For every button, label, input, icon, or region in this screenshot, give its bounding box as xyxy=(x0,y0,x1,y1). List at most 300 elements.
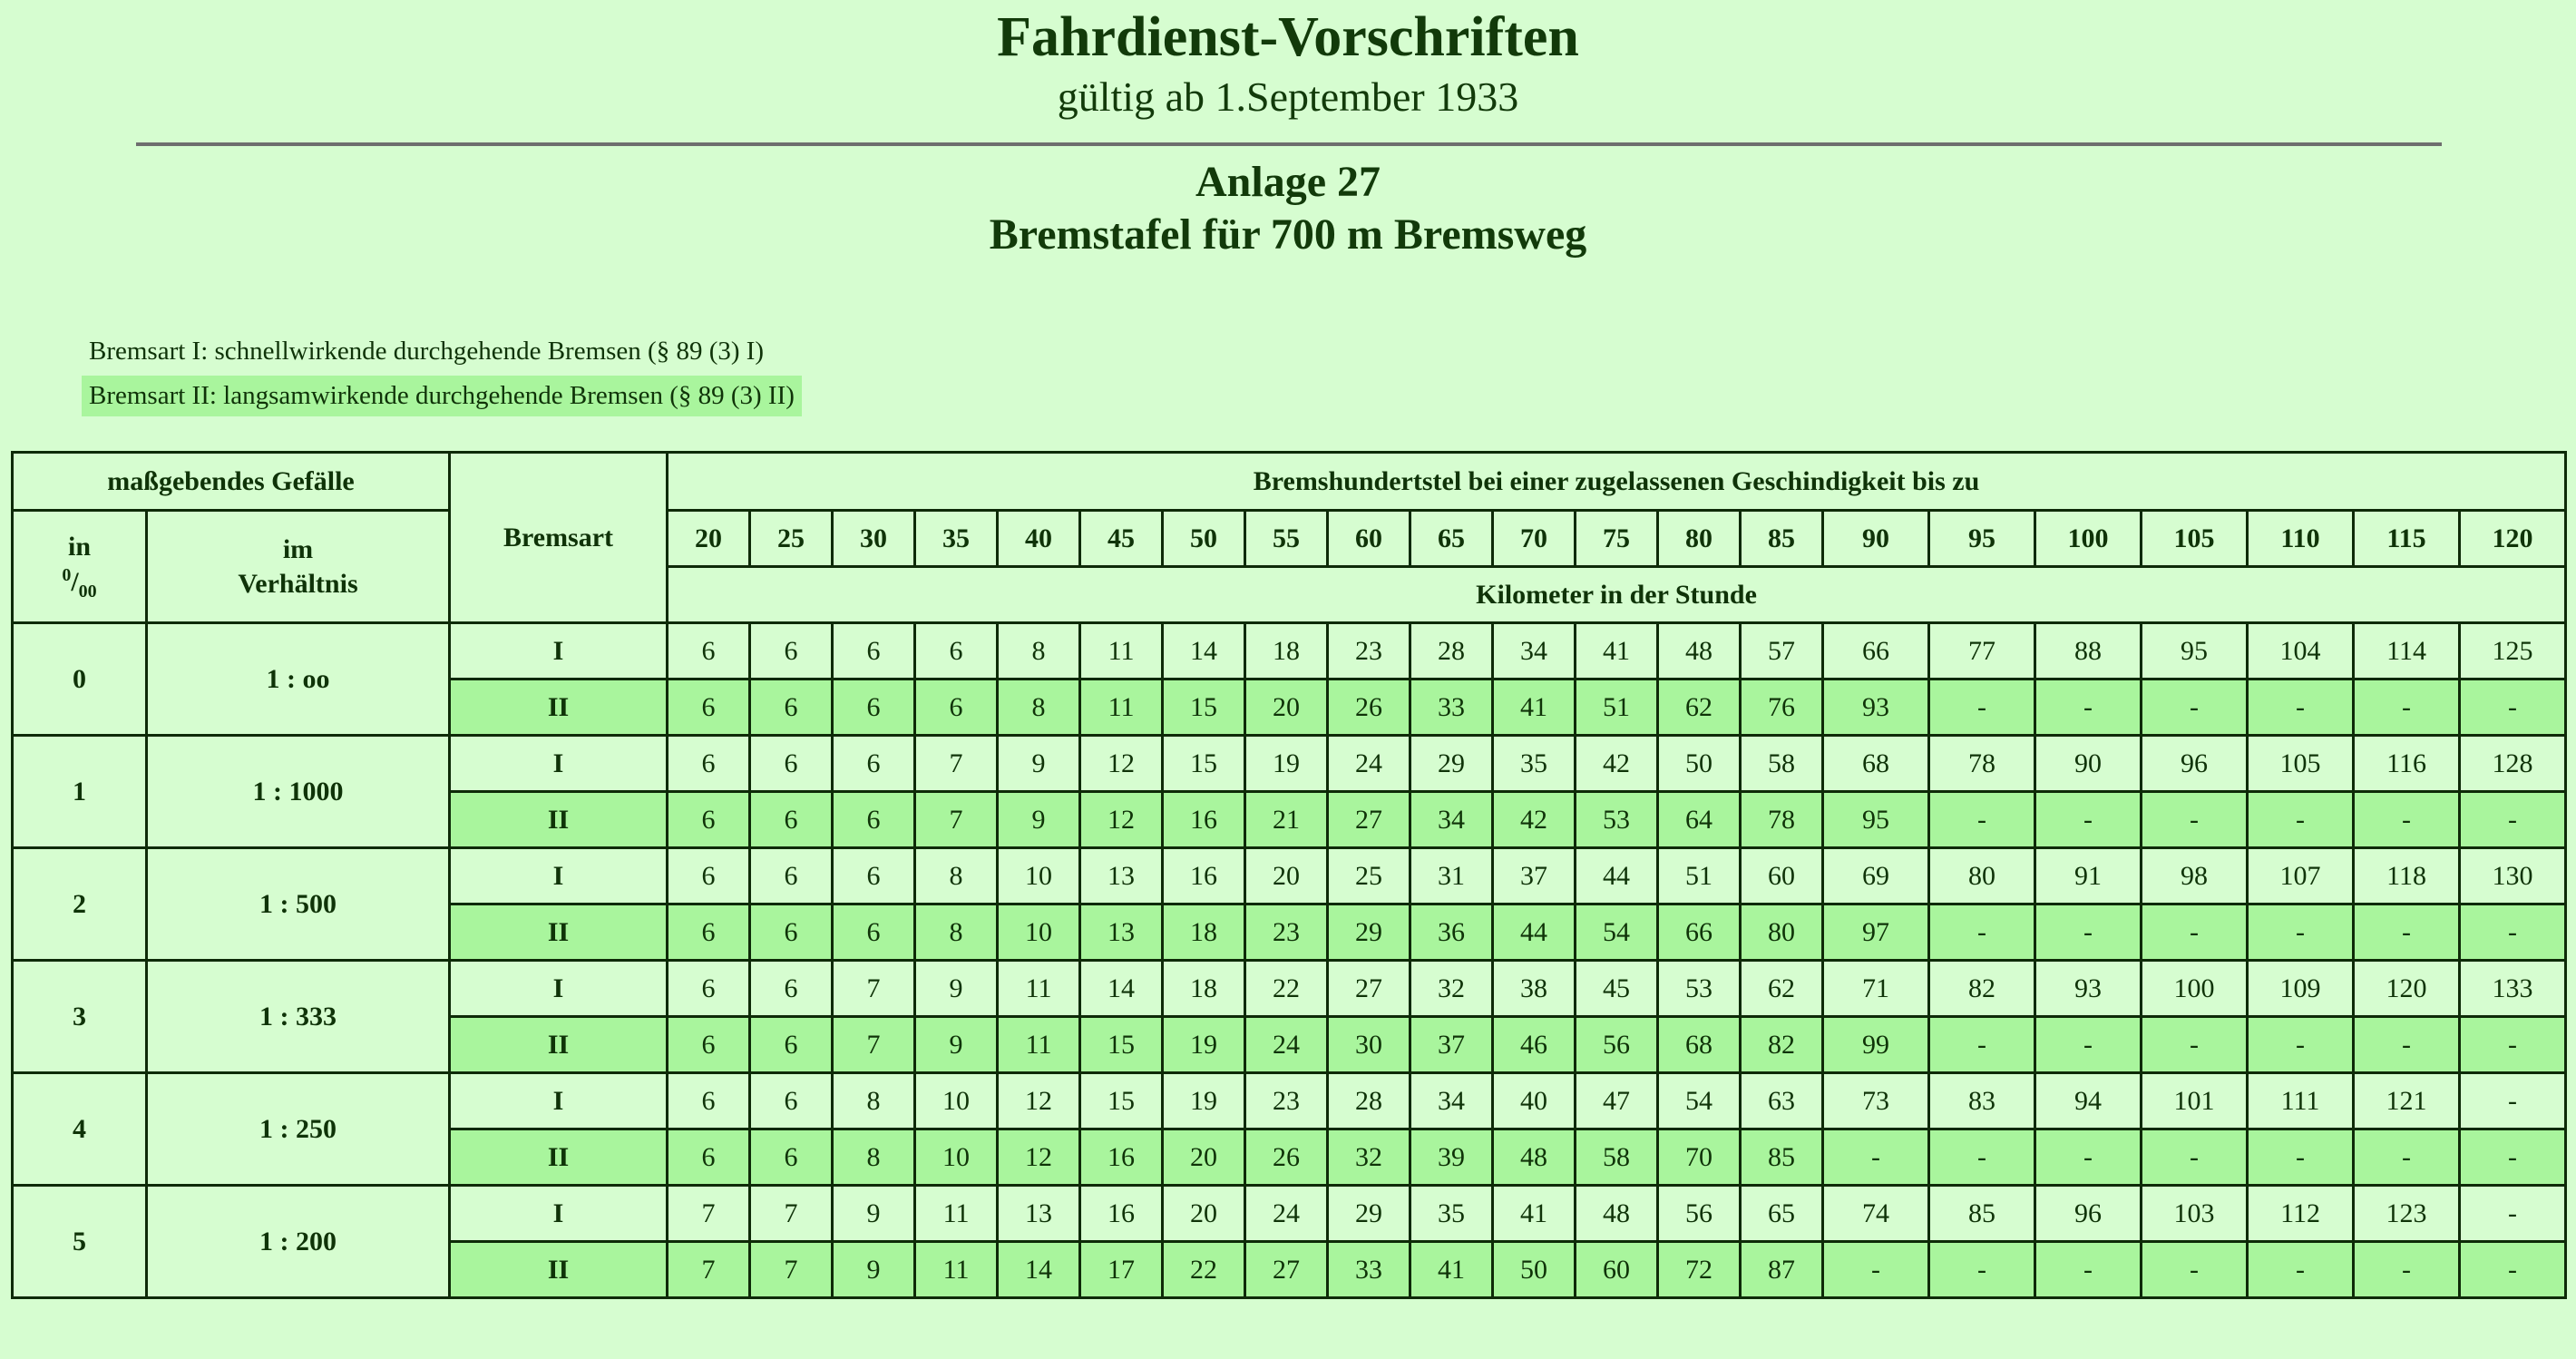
value-cell: 71 xyxy=(1823,961,1929,1017)
value-cell: 100 xyxy=(2142,961,2248,1017)
gefaelle-promille-cell: 3 xyxy=(13,961,147,1073)
header-speed-unit: Kilometer in der Stunde xyxy=(668,567,2566,623)
value-cell: 6 xyxy=(750,848,833,904)
value-cell: 34 xyxy=(1410,1073,1493,1129)
value-cell: 10 xyxy=(915,1073,998,1129)
value-cell: 36 xyxy=(1410,904,1493,961)
value-cell: - xyxy=(2354,1129,2460,1186)
value-cell: 48 xyxy=(1493,1129,1576,1186)
value-cell: 121 xyxy=(2354,1073,2460,1129)
value-cell: - xyxy=(2142,680,2248,736)
value-cell: 7 xyxy=(750,1242,833,1298)
value-cell: 82 xyxy=(1741,1017,1823,1073)
value-cell: 24 xyxy=(1245,1186,1328,1242)
value-cell: 58 xyxy=(1741,736,1823,792)
speed-header-cell: 50 xyxy=(1163,511,1245,567)
value-cell: - xyxy=(1823,1242,1929,1298)
value-cell: 11 xyxy=(1080,680,1163,736)
value-cell: 16 xyxy=(1080,1186,1163,1242)
gefaelle-promille-cell: 1 xyxy=(13,736,147,848)
value-cell: - xyxy=(2142,1017,2248,1073)
value-cell: 34 xyxy=(1493,623,1576,680)
header-verhaeltnis-line2: Verhältnis xyxy=(238,568,358,599)
value-cell: - xyxy=(1929,1129,2035,1186)
table-row xyxy=(13,848,2566,904)
value-cell: 10 xyxy=(998,904,1080,961)
value-cell: 111 xyxy=(2248,1073,2354,1129)
value-cell: 27 xyxy=(1328,961,1410,1017)
value-cell: 95 xyxy=(2142,623,2248,680)
value-cell: 120 xyxy=(2354,961,2460,1017)
value-cell: - xyxy=(2035,1129,2142,1186)
value-cell: 16 xyxy=(1080,1129,1163,1186)
value-cell: 20 xyxy=(1163,1186,1245,1242)
value-cell: 19 xyxy=(1163,1073,1245,1129)
gefaelle-promille-cell: 5 xyxy=(13,1186,147,1298)
speed-header-cell: 30 xyxy=(833,511,915,567)
value-cell: 14 xyxy=(1163,623,1245,680)
value-cell: 15 xyxy=(1080,1073,1163,1129)
value-cell: - xyxy=(2460,680,2566,736)
value-cell: 23 xyxy=(1245,904,1328,961)
value-cell: 11 xyxy=(915,1242,998,1298)
value-cell: 48 xyxy=(1658,623,1741,680)
value-cell: 94 xyxy=(2035,1073,2142,1129)
value-cell: 7 xyxy=(750,1186,833,1242)
bremsart-cell: II xyxy=(450,904,668,961)
value-cell: 6 xyxy=(833,848,915,904)
speed-header-cell: 25 xyxy=(750,511,833,567)
value-cell: - xyxy=(2354,792,2460,848)
value-cell: 6 xyxy=(668,1073,750,1129)
value-cell: 70 xyxy=(1658,1129,1741,1186)
value-cell: 11 xyxy=(915,1186,998,1242)
value-cell: 6 xyxy=(833,904,915,961)
value-cell: 97 xyxy=(1823,904,1929,961)
value-cell: 23 xyxy=(1328,623,1410,680)
value-cell: 99 xyxy=(1823,1017,1929,1073)
value-cell: 78 xyxy=(1741,792,1823,848)
value-cell: 18 xyxy=(1245,623,1328,680)
value-cell: 6 xyxy=(750,1017,833,1073)
value-cell: 95 xyxy=(1823,792,1929,848)
value-cell: 6 xyxy=(833,623,915,680)
value-cell: 14 xyxy=(1080,961,1163,1017)
table-row xyxy=(13,961,2566,1017)
value-cell: 56 xyxy=(1576,1017,1658,1073)
value-cell: 74 xyxy=(1823,1186,1929,1242)
speed-header-cell: 100 xyxy=(2035,511,2142,567)
bremsart-cell: I xyxy=(450,961,668,1017)
value-cell: 10 xyxy=(998,848,1080,904)
value-cell: 45 xyxy=(1576,961,1658,1017)
value-cell: 7 xyxy=(668,1186,750,1242)
value-cell: 6 xyxy=(750,736,833,792)
value-cell: 14 xyxy=(998,1242,1080,1298)
value-cell: 7 xyxy=(833,1017,915,1073)
value-cell: - xyxy=(2248,904,2354,961)
value-cell: 96 xyxy=(2035,1186,2142,1242)
value-cell: - xyxy=(2460,1129,2566,1186)
value-cell: 133 xyxy=(2460,961,2566,1017)
value-cell: - xyxy=(2248,1242,2354,1298)
value-cell: 6 xyxy=(750,623,833,680)
value-cell: 50 xyxy=(1493,1242,1576,1298)
gefaelle-ratio-cell: 1 : 333 xyxy=(147,961,450,1073)
value-cell: - xyxy=(2142,792,2248,848)
value-cell: - xyxy=(2035,680,2142,736)
value-cell: 13 xyxy=(1080,848,1163,904)
value-cell: 85 xyxy=(1929,1186,2035,1242)
value-cell: 85 xyxy=(1741,1129,1823,1186)
value-cell: 20 xyxy=(1163,1129,1245,1186)
value-cell: 41 xyxy=(1493,680,1576,736)
value-cell: 6 xyxy=(750,680,833,736)
value-cell: 60 xyxy=(1576,1242,1658,1298)
value-cell: 9 xyxy=(998,736,1080,792)
value-cell: 101 xyxy=(2142,1073,2248,1129)
value-cell: 30 xyxy=(1328,1017,1410,1073)
header-verhaeltnis-line1: im xyxy=(282,534,314,564)
value-cell: 54 xyxy=(1576,904,1658,961)
gefaelle-ratio-cell: 1 : 200 xyxy=(147,1186,450,1298)
speed-header-cell: 85 xyxy=(1741,511,1823,567)
value-cell: - xyxy=(2354,1017,2460,1073)
value-cell: - xyxy=(2460,1017,2566,1073)
value-cell: 41 xyxy=(1493,1186,1576,1242)
brake-table xyxy=(11,451,2567,1299)
value-cell: 98 xyxy=(2142,848,2248,904)
speed-header-cell: 95 xyxy=(1929,511,2035,567)
value-cell: 8 xyxy=(998,623,1080,680)
header-bremsart: Bremsart xyxy=(450,453,668,623)
value-cell: 62 xyxy=(1741,961,1823,1017)
value-cell: 6 xyxy=(668,1129,750,1186)
table-heading: Bremstafel für 700 m Bremsweg xyxy=(989,210,1587,259)
header-gefaelle: maßgebendes Gefälle xyxy=(13,453,450,511)
value-cell: 6 xyxy=(668,680,750,736)
gefaelle-ratio-cell: 1 : oo xyxy=(147,623,450,736)
bremsart-cell: II xyxy=(450,680,668,736)
header-in-label: in xyxy=(67,532,92,562)
speed-header-cell: 45 xyxy=(1080,511,1163,567)
value-cell: 39 xyxy=(1410,1129,1493,1186)
value-cell: 6 xyxy=(833,792,915,848)
value-cell: 112 xyxy=(2248,1186,2354,1242)
bremsart-cell: II xyxy=(450,1129,668,1186)
value-cell: 60 xyxy=(1741,848,1823,904)
value-cell: 24 xyxy=(1245,1017,1328,1073)
value-cell: - xyxy=(1929,1017,2035,1073)
table-row xyxy=(13,736,2566,792)
value-cell: 53 xyxy=(1658,961,1741,1017)
value-cell: - xyxy=(1929,1242,2035,1298)
value-cell: 68 xyxy=(1658,1017,1741,1073)
value-cell: 7 xyxy=(915,736,998,792)
value-cell: 9 xyxy=(998,792,1080,848)
value-cell: 28 xyxy=(1410,623,1493,680)
speed-header-cell: 80 xyxy=(1658,511,1741,567)
speed-header-cell: 65 xyxy=(1410,511,1493,567)
value-cell: 80 xyxy=(1741,904,1823,961)
value-cell: 109 xyxy=(2248,961,2354,1017)
value-cell: 32 xyxy=(1410,961,1493,1017)
value-cell: 68 xyxy=(1823,736,1929,792)
value-cell: - xyxy=(2142,1242,2248,1298)
value-cell: 29 xyxy=(1328,1186,1410,1242)
value-cell: - xyxy=(1823,1129,1929,1186)
horizontal-rule xyxy=(136,142,2442,146)
value-cell: 11 xyxy=(1080,623,1163,680)
value-cell: 40 xyxy=(1493,1073,1576,1129)
value-cell: - xyxy=(1929,792,2035,848)
value-cell: - xyxy=(2460,904,2566,961)
header-speed-group: Bremshundertstel bei einer zugelassenen Geschindigkeit bis zu xyxy=(668,453,2566,511)
value-cell: 9 xyxy=(833,1242,915,1298)
value-cell: 6 xyxy=(668,904,750,961)
value-cell: 88 xyxy=(2035,623,2142,680)
value-cell: 20 xyxy=(1245,680,1328,736)
value-cell: 13 xyxy=(1080,904,1163,961)
value-cell: 16 xyxy=(1163,848,1245,904)
value-cell: 91 xyxy=(2035,848,2142,904)
value-cell: 103 xyxy=(2142,1186,2248,1242)
value-cell: 29 xyxy=(1328,904,1410,961)
gefaelle-ratio-cell: 1 : 1000 xyxy=(147,736,450,848)
value-cell: 54 xyxy=(1658,1073,1741,1129)
speed-header-cell: 70 xyxy=(1493,511,1576,567)
speed-header-cell: 40 xyxy=(998,511,1080,567)
value-cell: 44 xyxy=(1576,848,1658,904)
table-row xyxy=(13,1186,2566,1242)
gefaelle-promille-cell: 4 xyxy=(13,1073,147,1186)
promille-unit: $^0/_{00}$ xyxy=(62,564,97,601)
gefaelle-ratio-cell: 1 : 250 xyxy=(147,1073,450,1186)
value-cell: 9 xyxy=(915,961,998,1017)
value-cell: 12 xyxy=(1080,736,1163,792)
gefaelle-ratio-cell: 1 : 500 xyxy=(147,848,450,961)
speed-header-cell: 115 xyxy=(2354,511,2460,567)
value-cell: - xyxy=(1929,680,2035,736)
value-cell: 12 xyxy=(998,1073,1080,1129)
value-cell: - xyxy=(2460,1242,2566,1298)
value-cell: 28 xyxy=(1328,1073,1410,1129)
value-cell: 51 xyxy=(1658,848,1741,904)
speed-header-cell: 20 xyxy=(668,511,750,567)
value-cell: 51 xyxy=(1576,680,1658,736)
value-cell: 6 xyxy=(750,792,833,848)
value-cell: 58 xyxy=(1576,1129,1658,1186)
value-cell: 44 xyxy=(1493,904,1576,961)
value-cell: 77 xyxy=(1929,623,2035,680)
value-cell: 66 xyxy=(1823,623,1929,680)
value-cell: 6 xyxy=(668,848,750,904)
value-cell: 41 xyxy=(1576,623,1658,680)
value-cell: 32 xyxy=(1328,1129,1410,1186)
value-cell: 123 xyxy=(2354,1186,2460,1242)
value-cell: 6 xyxy=(668,961,750,1017)
value-cell: 82 xyxy=(1929,961,2035,1017)
value-cell: 24 xyxy=(1328,736,1410,792)
value-cell: 130 xyxy=(2460,848,2566,904)
value-cell: 10 xyxy=(915,1129,998,1186)
value-cell: 42 xyxy=(1493,792,1576,848)
value-cell: 6 xyxy=(750,1073,833,1129)
value-cell: 25 xyxy=(1328,848,1410,904)
gefaelle-promille-cell: 2 xyxy=(13,848,147,961)
bremsart-cell: I xyxy=(450,623,668,680)
page-title: Fahrdienst-Vorschriften xyxy=(997,6,1579,68)
value-cell: 6 xyxy=(833,680,915,736)
value-cell: 87 xyxy=(1741,1242,1823,1298)
speed-header-cell: 110 xyxy=(2248,511,2354,567)
value-cell: 11 xyxy=(998,961,1080,1017)
value-cell: 12 xyxy=(998,1129,1080,1186)
value-cell: 128 xyxy=(2460,736,2566,792)
value-cell: 6 xyxy=(668,792,750,848)
value-cell: 7 xyxy=(668,1242,750,1298)
bremsart-cell: I xyxy=(450,736,668,792)
value-cell: 65 xyxy=(1741,1186,1823,1242)
value-cell: 17 xyxy=(1080,1242,1163,1298)
value-cell: 27 xyxy=(1328,792,1410,848)
value-cell: 31 xyxy=(1410,848,1493,904)
value-cell: 15 xyxy=(1080,1017,1163,1073)
value-cell: 6 xyxy=(750,904,833,961)
value-cell: 23 xyxy=(1245,1073,1328,1129)
value-cell: 93 xyxy=(1823,680,1929,736)
value-cell: 107 xyxy=(2248,848,2354,904)
value-cell: 22 xyxy=(1245,961,1328,1017)
value-cell: - xyxy=(2248,1129,2354,1186)
value-cell: 48 xyxy=(1576,1186,1658,1242)
value-cell: 6 xyxy=(668,1017,750,1073)
value-cell: 8 xyxy=(833,1073,915,1129)
value-cell: 76 xyxy=(1741,680,1823,736)
page-subtitle: gültig ab 1.September 1933 xyxy=(1057,73,1519,120)
value-cell: 46 xyxy=(1493,1017,1576,1073)
value-cell: 6 xyxy=(915,623,998,680)
value-cell: 6 xyxy=(668,736,750,792)
speed-header-cell: 60 xyxy=(1328,511,1410,567)
value-cell: 26 xyxy=(1245,1129,1328,1186)
value-cell: 62 xyxy=(1658,680,1741,736)
bremsart-cell: I xyxy=(450,1073,668,1129)
value-cell: - xyxy=(2460,792,2566,848)
value-cell: - xyxy=(2460,1186,2566,1242)
speed-header-cell: 120 xyxy=(2460,511,2566,567)
value-cell: 125 xyxy=(2460,623,2566,680)
value-cell: - xyxy=(2248,680,2354,736)
value-cell: 11 xyxy=(998,1017,1080,1073)
value-cell: 29 xyxy=(1410,736,1493,792)
bremsart-cell: I xyxy=(450,848,668,904)
value-cell: 20 xyxy=(1245,848,1328,904)
gefaelle-promille-cell: 0 xyxy=(13,623,147,736)
value-cell: 8 xyxy=(915,848,998,904)
value-cell: 27 xyxy=(1245,1242,1328,1298)
value-cell: 41 xyxy=(1410,1242,1493,1298)
value-cell: 8 xyxy=(915,904,998,961)
value-cell: 80 xyxy=(1929,848,2035,904)
value-cell: 78 xyxy=(1929,736,2035,792)
section-heading: Anlage 27 xyxy=(1195,158,1381,206)
value-cell: 34 xyxy=(1410,792,1493,848)
speed-header-cell: 75 xyxy=(1576,511,1658,567)
value-cell: 6 xyxy=(668,623,750,680)
value-cell: - xyxy=(1929,904,2035,961)
value-cell: 116 xyxy=(2354,736,2460,792)
value-cell: 83 xyxy=(1929,1073,2035,1129)
value-cell: 56 xyxy=(1658,1186,1741,1242)
value-cell: 72 xyxy=(1658,1242,1741,1298)
value-cell: - xyxy=(2035,1242,2142,1298)
bremsart-cell: II xyxy=(450,1017,668,1073)
value-cell: - xyxy=(2354,680,2460,736)
value-cell: 22 xyxy=(1163,1242,1245,1298)
value-cell: 35 xyxy=(1493,736,1576,792)
value-cell: - xyxy=(2248,792,2354,848)
value-cell: 7 xyxy=(915,792,998,848)
bremsart-cell: I xyxy=(450,1186,668,1242)
value-cell: 69 xyxy=(1823,848,1929,904)
value-cell: 13 xyxy=(998,1186,1080,1242)
value-cell: 35 xyxy=(1410,1186,1493,1242)
value-cell: 8 xyxy=(998,680,1080,736)
bremsart-cell: II xyxy=(450,1242,668,1298)
value-cell: - xyxy=(2035,904,2142,961)
value-cell: 18 xyxy=(1163,904,1245,961)
value-cell: 73 xyxy=(1823,1073,1929,1129)
value-cell: 7 xyxy=(833,961,915,1017)
value-cell: - xyxy=(2354,904,2460,961)
value-cell: 37 xyxy=(1410,1017,1493,1073)
value-cell: 19 xyxy=(1245,736,1328,792)
value-cell: 26 xyxy=(1328,680,1410,736)
value-cell: 50 xyxy=(1658,736,1741,792)
value-cell: 90 xyxy=(2035,736,2142,792)
value-cell: 6 xyxy=(915,680,998,736)
value-cell: 6 xyxy=(750,961,833,1017)
value-cell: 8 xyxy=(833,1129,915,1186)
value-cell: 16 xyxy=(1163,792,1245,848)
value-cell: - xyxy=(2354,1242,2460,1298)
legend-bremsart-2: Bremsart II: langsamwirkende durchgehende Bremsen (§ 89 (3) II) xyxy=(82,376,802,416)
value-cell: 42 xyxy=(1576,736,1658,792)
value-cell: 19 xyxy=(1163,1017,1245,1073)
value-cell: 9 xyxy=(915,1017,998,1073)
speed-header-cell: 55 xyxy=(1245,511,1328,567)
value-cell: 63 xyxy=(1741,1073,1823,1129)
value-cell: 38 xyxy=(1493,961,1576,1017)
value-cell: 118 xyxy=(2354,848,2460,904)
value-cell: 18 xyxy=(1163,961,1245,1017)
value-cell: 64 xyxy=(1658,792,1741,848)
value-cell: 114 xyxy=(2354,623,2460,680)
value-cell: 93 xyxy=(2035,961,2142,1017)
value-cell: 105 xyxy=(2248,736,2354,792)
value-cell: 96 xyxy=(2142,736,2248,792)
value-cell: 9 xyxy=(833,1186,915,1242)
header-verhaeltnis xyxy=(147,511,450,623)
speed-header-cell: 35 xyxy=(915,511,998,567)
value-cell: 37 xyxy=(1493,848,1576,904)
value-cell: 12 xyxy=(1080,792,1163,848)
value-cell: - xyxy=(2035,792,2142,848)
value-cell: 21 xyxy=(1245,792,1328,848)
value-cell: 66 xyxy=(1658,904,1741,961)
value-cell: - xyxy=(2142,1129,2248,1186)
